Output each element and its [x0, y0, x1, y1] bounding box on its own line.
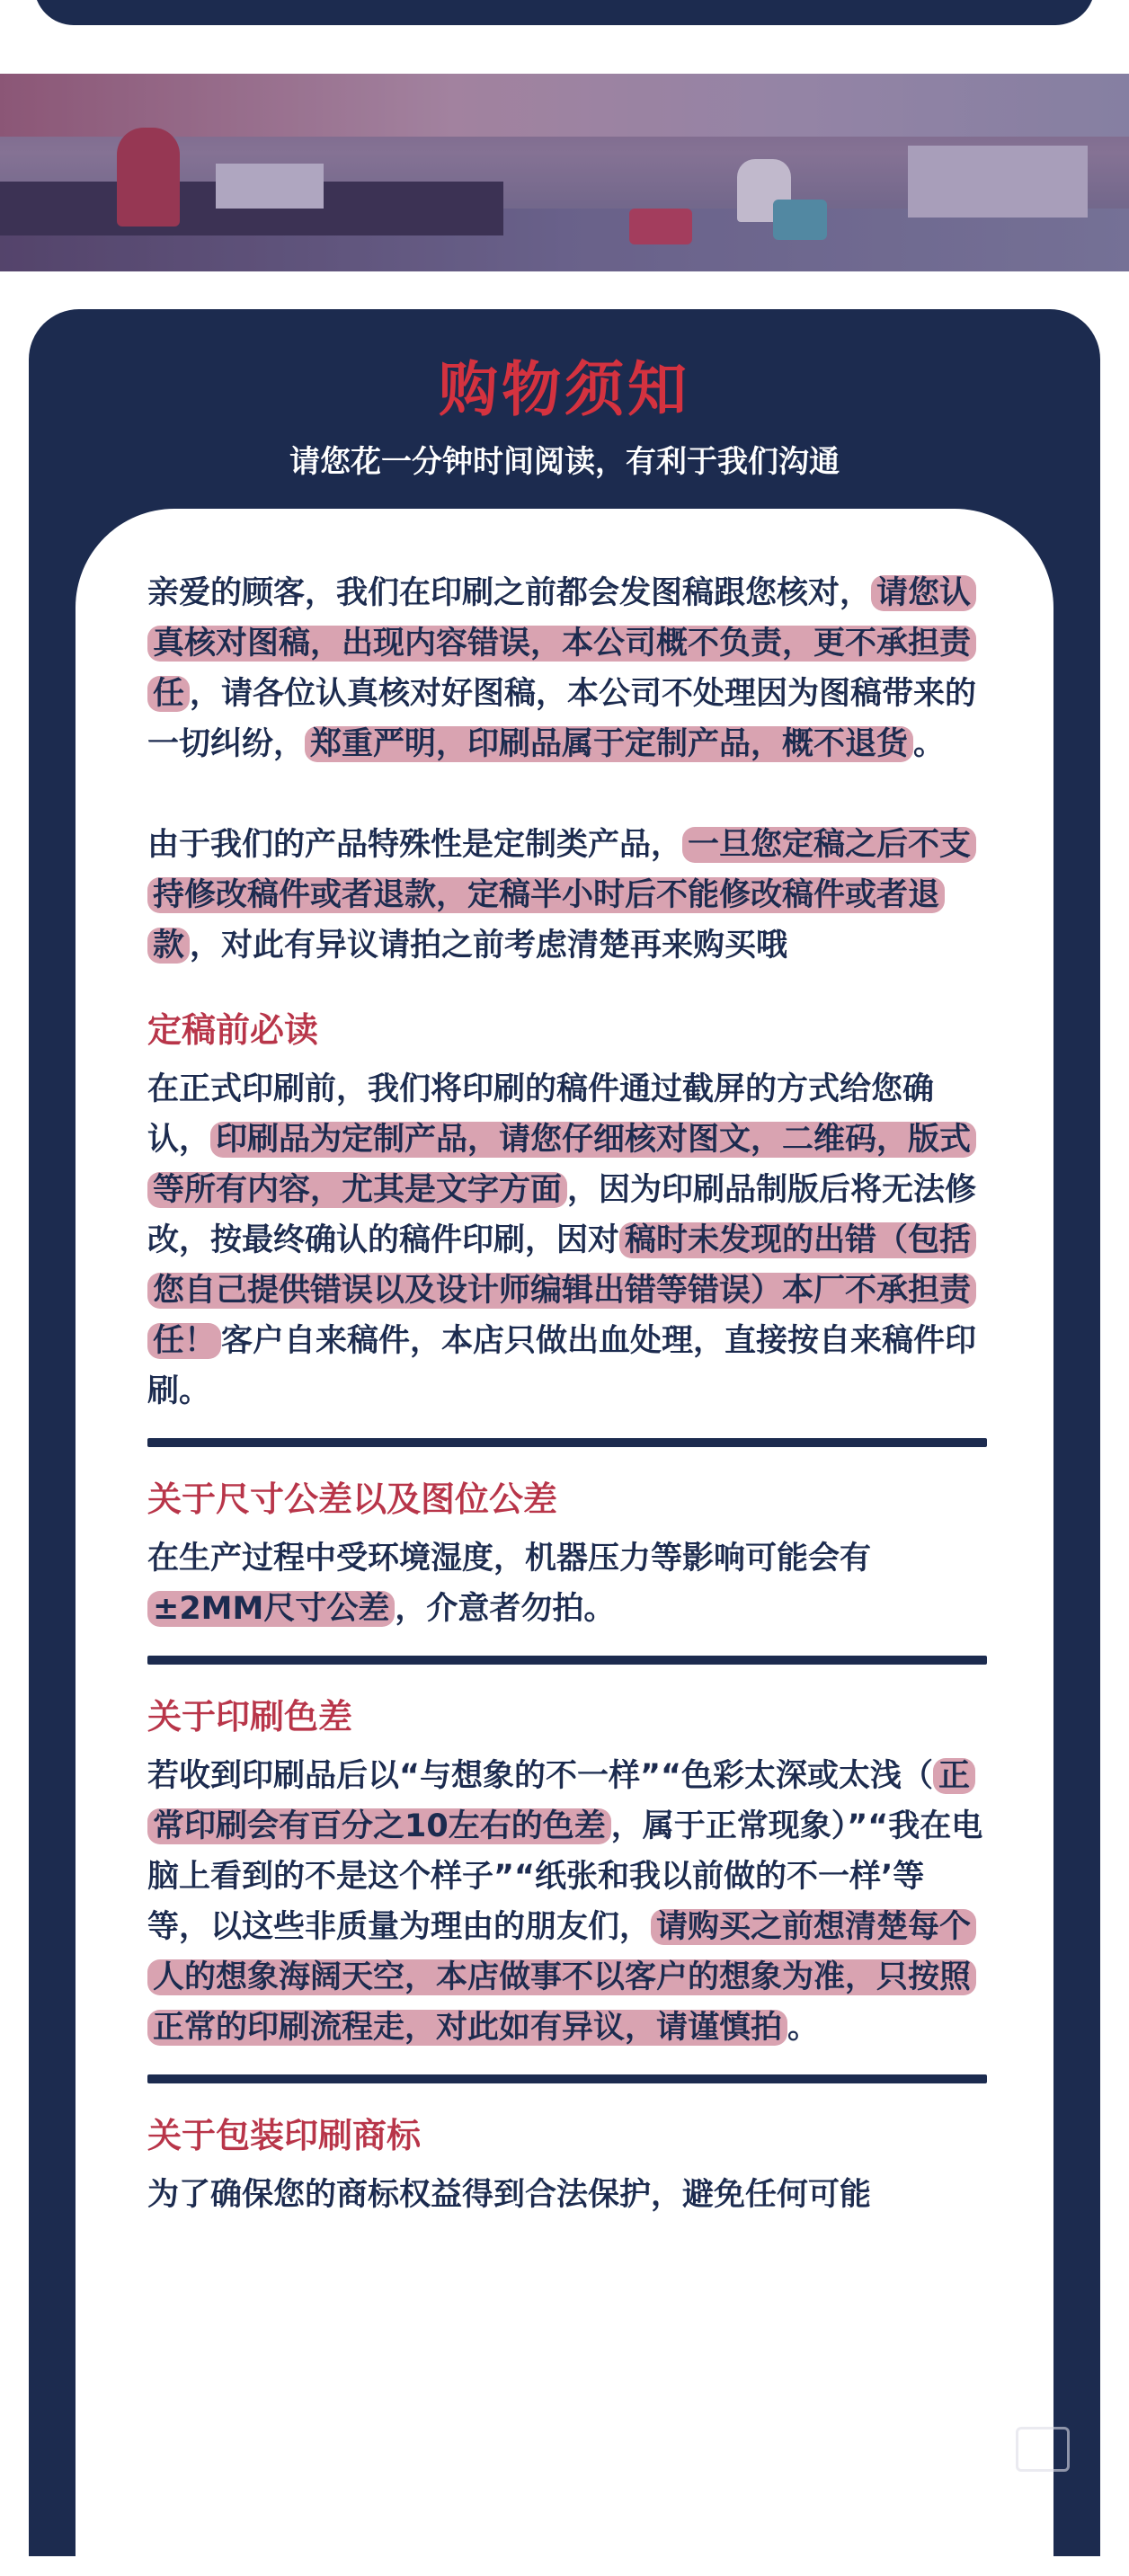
watermark-icon [1016, 2427, 1070, 2472]
highlight: 稿时未发现的出错（包括您自己提供错误以及设计师编辑出错等错误）本厂不承担责任！ [147, 1222, 976, 1359]
section-title-trademark: 关于包装印刷商标 [147, 2115, 422, 2155]
highlight: 正常印刷会有百分之10左右的色差 [147, 1758, 975, 1844]
section-title-proof: 定稿前必读 [147, 1009, 319, 1050]
top-card-bottom-edge [34, 0, 1095, 25]
store-interior-photo [0, 74, 1129, 271]
highlight: 请您认真核对图稿，出现内容错误，本公司概不负责，更不承担责任 [147, 575, 976, 712]
highlight: 印刷品为定制产品，请您仔细核对图文，二维码，版式等所有内容，尤其是文字方面 [147, 1122, 976, 1208]
highlight: 请购买之前想清楚每个人的想象海阔天空，本店做事不以客户的想象为准，只按照正常的印刷流程走，对此如有异议，请谨慎拍 [147, 1909, 976, 2046]
intro-paragraph-1: 亲爱的顾客，我们在印刷之前都会发图稿跟您核对， 请您认真核对图稿，出现内容错误，本公司概不负责，更不承担责任 ，请各位认真核对好图稿，本公司不处理因为图稿带来的一切纠纷， 郑重严明，印刷品属于定制产品，概不退货 。 [147, 575, 977, 762]
highlight: ±2MM尺寸公差 [147, 1591, 395, 1627]
shopping-notice-card [29, 309, 1100, 2556]
notice-subtitle: 请您花一分钟时间阅读，有利于我们沟通 [289, 444, 840, 480]
intro-paragraph-2: 由于我们的产品特殊性是定制类产品， 一旦您定稿之后不支持修改稿件或者退款，定稿半小时后不能修改稿件或者退款 ，对此有异议请拍之前考虑清楚再来购买哦 [147, 820, 987, 971]
notice-title: 购物须知 [439, 354, 690, 424]
highlight: 郑重严明，印刷品属于定制产品，概不退货 [305, 726, 913, 762]
section-title-color: 关于印刷色差 [147, 1696, 353, 1737]
section-body-color: 若收到印刷品后以“与想象的不一样”“色彩太深或太浅（ 正常印刷会有百分之10左右的色差 ，属于正常现象）”“我在电脑上看到的不是这个样子”“纸张和我以前做的不一样’等等，以这些非质量为理由的朋友们， 请购买之前想清楚每个人的想象海阔天空，本店做事不以客户的想象为准，只按照正常的印刷流程走，对此如有异议，请谨慎拍 。 [147, 1758, 983, 2046]
divider [147, 1656, 987, 1665]
divider [147, 1438, 987, 1447]
section-body-tolerance: 在生产过程中受环境湿度，机器压力等影响可能会有±2MM尺寸公差 ，介意者勿拍。 [147, 1541, 872, 1627]
notice-content-panel [76, 509, 1053, 2576]
section-body-trademark: 为了确保您的商标权益得到合法保护，避免任何可能 [147, 2177, 872, 2213]
notice-text [147, 568, 987, 2220]
section-body-proof: 在正式印刷前，我们将印刷的稿件通过截屏的方式给您确认， 印刷品为定制产品，请您仔细核对图文，二维码，版式等所有内容，尤其是文字方面 ，因为印刷品制版后将无法修改，按最终确认的稿件印刷，因对 稿时未发现的出错（包括您自己提供错误以及设计师编辑出错等错误）本厂不承担责任！ 客户自来稿件，本店只做出血处理，直接按自来稿件印刷。 [147, 1071, 977, 1409]
top-band [0, 0, 1129, 25]
divider [147, 2074, 987, 2083]
section-title-tolerance: 关于尺寸公差以及图位公差 [147, 1479, 558, 1519]
highlight: 一旦您定稿之后不支持修改稿件或者退款，定稿半小时后不能修改稿件或者退款 [147, 827, 976, 964]
